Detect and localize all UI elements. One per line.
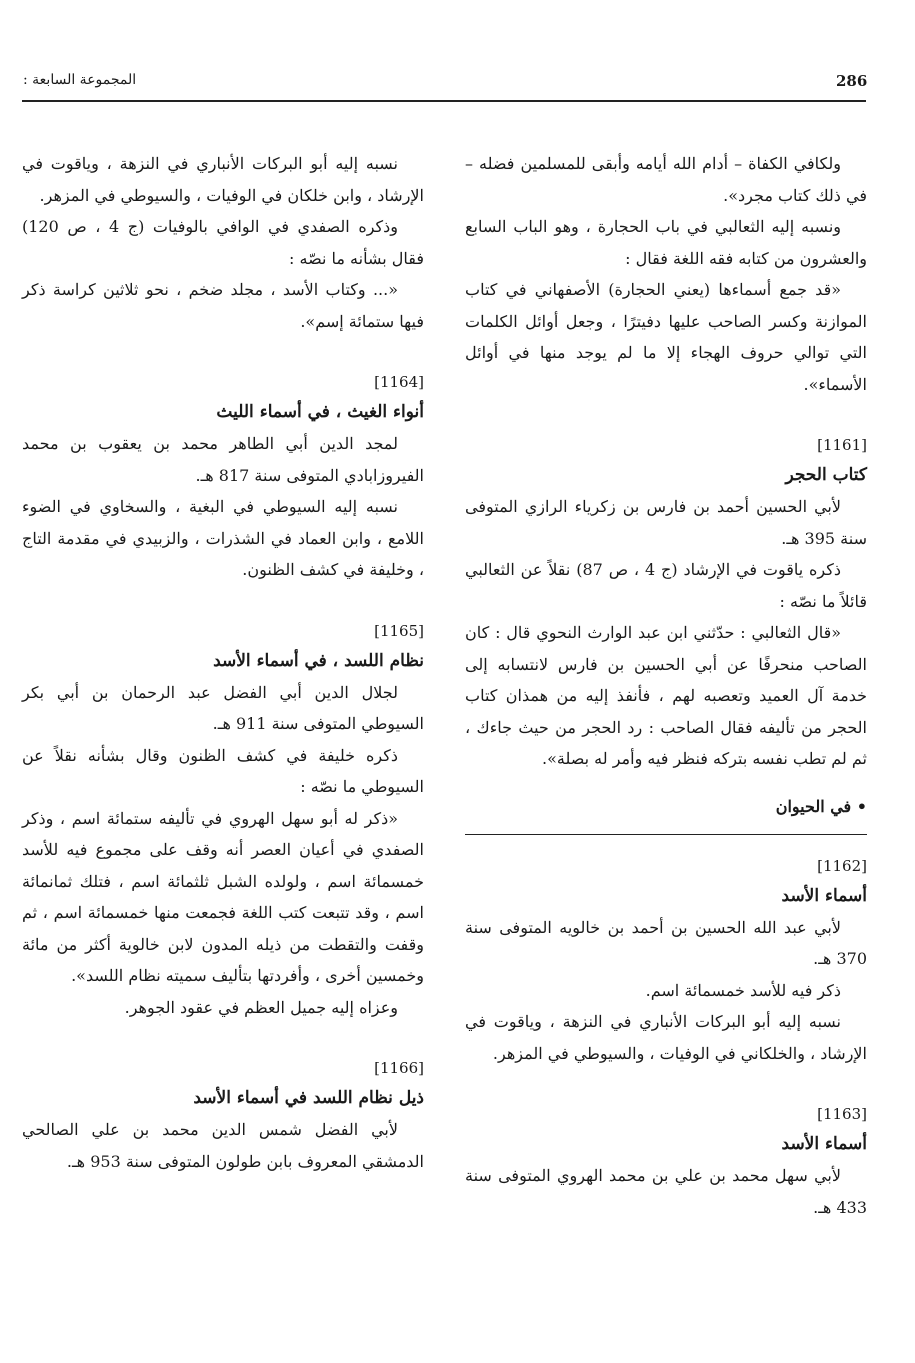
quote-paragraph: «... وكتاب الأسد ، مجلد ضخم ، نحو ثلاثين كراسة ذكر فيها ستمائة إسم». — [22, 280, 424, 331]
entry-number: [1161] — [817, 436, 867, 454]
entry-title: ذيل نظام اللسد في أسماء الأسد — [193, 1088, 424, 1108]
paragraph: نسبه إليه أبو البركات الأنباري في النزهة ، وياقوت في الإرشاد ، وابن خلكان في الوفيات ، والسيوطي في المزهر. — [22, 154, 424, 205]
paragraph: وذكره الصفدي في الوافي بالوفيات (ج 4 ، ص 120) فقال بشأنه ما نصّه : — [22, 217, 424, 268]
right-column — [465, 148, 867, 1223]
section-heading: • في الحيوان — [775, 796, 867, 816]
paragraph: لأبي الحسين أحمد بن فارس بن زكرياء الرازي المتوفى سنة 395 هـ. — [465, 497, 867, 548]
running-title: المجموعة السابعة : — [23, 72, 137, 88]
paragraph: لمجد الدين أبي الطاهر محمد بن يعقوب بن محمد الفيروزابادي المتوفى سنة 817 هـ. — [22, 434, 424, 485]
paragraph: لأبي الفضل شمس الدين محمد بن علي الصالحي الدمشقي المعروف بابن طولون المتوفى سنة 953 هـ. — [22, 1120, 424, 1171]
entry-title: نظام اللسد ، في أسماء الأسد — [213, 650, 424, 671]
paragraph: ذكر فيه للأسد خمسمائة اسم. — [645, 980, 841, 1000]
paragraph: لأبي سهل محمد بن علي بن محمد الهروي المتوفى سنة 433 هـ. — [465, 1166, 867, 1217]
entry-title: أسماء الأسد — [781, 885, 867, 906]
entry-title: أسماء الأسد — [781, 1134, 867, 1154]
paragraph: نسبه إليه أبو البركات الأنباري في النزهة ، وياقوت في الإرشاد ، والخلكاني في الوفيات ، والسيوطي في المزهر. — [465, 1012, 867, 1063]
paragraph: ونسبه إليه الثعالبي في باب الحجارة ، وهو الباب السابع والعشرون من كتابه فقه اللغة فقال : — [465, 217, 867, 268]
quote-paragraph: «ذكر له أبو سهل الهروي في تأليفه ستمائة اسم ، وذكر الصفدي في أعيان العصر أنه وقف على مجموع فيه للأسد خمسمائة اسم ، ولولده الشبل ثلثمائة اسم ، فتلك ثمانمائة اسم ، وقد تتبعت كتب اللغة فجمعت منها خمسمائة اسم ، ثم وقفت والتقطت من ذيله المدون لابن خالوية أكثر من مائة وخمسين أخرى ، وأفردتها بتأليف سميته نظام اللسد». — [22, 808, 424, 985]
left-column — [22, 148, 424, 1177]
paragraph: ذكره خليفة في كشف الظنون وقال بشأنه نقلاً عن السيوطي ما نصّه : — [22, 745, 424, 796]
paragraph: ولكافي الكفاة – أدام الله أيامه وأبقى للمسلمين فضله – في ذلك كتاب مجرد». — [465, 154, 867, 205]
paragraph: وعزاه إليه جميل العظم في عقود الجوهر. — [124, 997, 398, 1017]
entry-title: كتاب الحجر — [785, 465, 867, 485]
entry-number: [1163] — [817, 1105, 867, 1123]
quote-paragraph: «قال الثعالبي : حدّثني ابن عبد الوارث النحوي قال : كان الصاحب منحرفًا عن أبي الحسين بن فارس لانتسابه إلى خدمة آل العميد وتعصبه لهم ، فأنفذ إليه من همذان كتاب الحجر من تأليفه فقال الصاحب : رد الحجر من حيث جاءك ، ثم لم تطب نفسه بتركه فنظر فيه وأمر له بصلة». — [465, 623, 867, 768]
quote-paragraph: «قد جمع أسماءها (يعني الحجارة) الأصفهاني في كتاب الموازنة وكسر الصاحب عليها دفيترًا ، وجعل أوائل الكلمات التي توالي حروف الهجاء إلا ما لم يوجد منها في أوائل الأسماء». — [465, 280, 867, 394]
page-number: 286 — [836, 72, 868, 90]
paragraph: لأبي عبد الله الحسين بن أحمد بن خالويه المتوفى سنة 370 هـ. — [465, 917, 867, 968]
paragraph: لجلال الدين أبي الفضل عبد الرحمان بن أبي بكر السيوطي المتوفى سنة 911 هـ. — [22, 682, 424, 733]
entry-number: [1164] — [374, 373, 424, 391]
paragraph: نسبه إليه السيوطي في البغية ، والسخاوي في الضوء اللامع ، وابن العماد في الشذرات ، والزبيدي في مقدمة التاج ، وخليفة في كشف الظنون. — [22, 497, 424, 579]
entry-number: [1166] — [374, 1059, 424, 1077]
entry-title: أنواء الغيث ، في أسماء الليث — [216, 402, 424, 422]
header-rule — [22, 100, 866, 102]
entry-number: [1165] — [374, 621, 424, 640]
entry-number: [1162] — [817, 856, 867, 875]
paragraph: ذكره ياقوت في الإرشاد (ج 4 ، ص 87) نقلاً عن الثعالبي قائلاً ما نصّه : — [465, 560, 867, 611]
